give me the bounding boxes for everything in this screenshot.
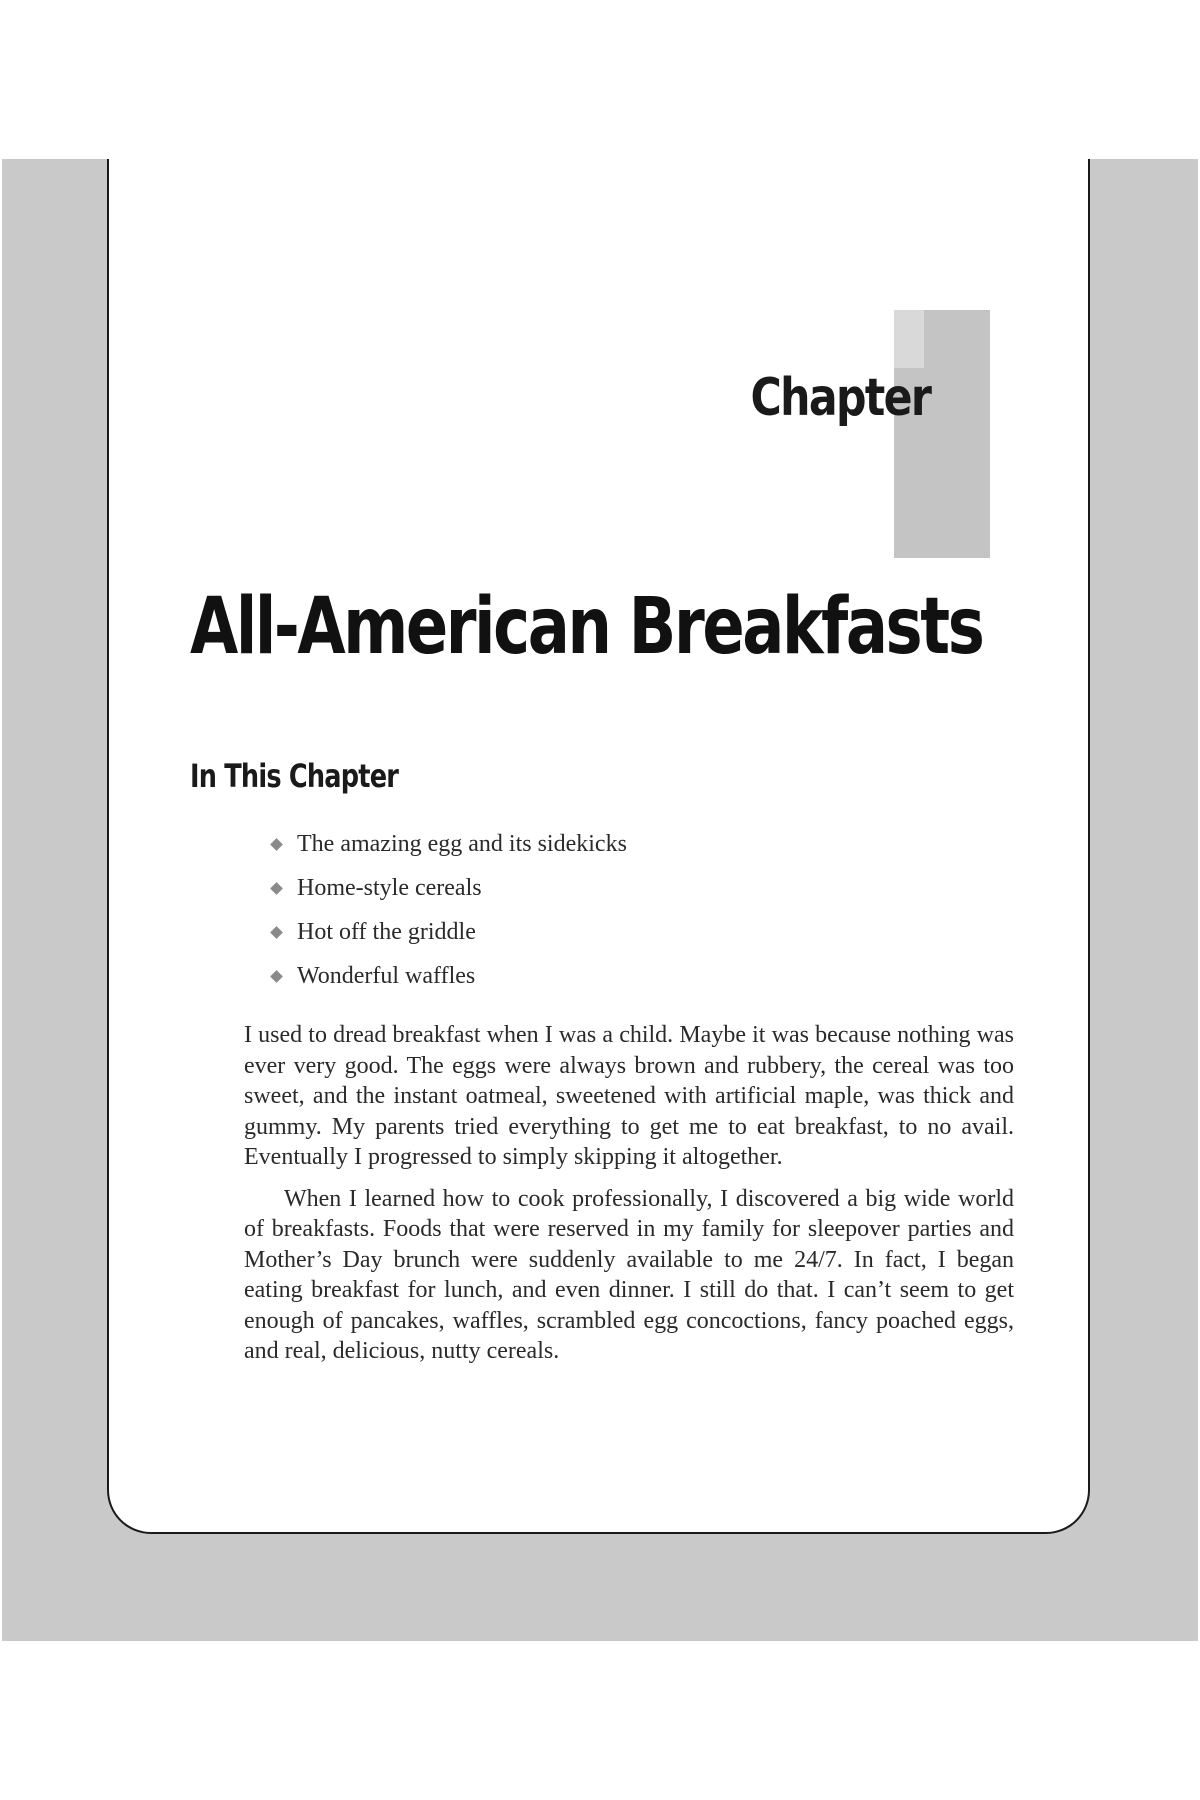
list-item-label: The amazing egg and its sidekicks (297, 830, 627, 857)
chapter-number-notch (894, 310, 924, 368)
body-paragraph: When I learned how to cook professionally, I discovered a big wide world of breakfasts. Foods that were reserved in my family for sleepover parties and Mother’s Day brunch were suddenly available to me 24/7. In fact, I began eating breakfast for lunch, and even dinner. I still do that. I can’t seem to get enough of pancakes, waffles, scrambled egg concoctions, fancy poached eggs, and real, delicious, nutty cereals. (244, 1185, 1014, 1364)
chapter-label: Chapter (750, 368, 930, 428)
list-item (268, 954, 627, 998)
list-item (268, 822, 627, 866)
list-item-label: Hot off the griddle (297, 918, 476, 945)
list-item-label: Home-style cereals (297, 874, 482, 901)
list-item (268, 910, 627, 954)
chapter-contents-list (268, 822, 627, 998)
body-text (244, 1020, 1014, 1378)
chapter-title: All-American Breakfasts (190, 582, 983, 672)
diamond-bullet-icon (270, 882, 283, 895)
list-item-label: Wonderful waffles (297, 962, 476, 989)
diamond-bullet-icon (270, 926, 283, 939)
section-heading: In This Chapter (190, 757, 399, 795)
body-paragraph: I used to dread breakfast when I was a child. Maybe it was because nothing was ever very good. The eggs were always brown and rubbery, the cereal was too sweet, and the instant oatmeal, sweetened with artificial maple, was thick and gummy. My parents tried everything to get me to eat breakfast, to no avail. Eventually I progressed to simply skipping it altogether. (244, 1022, 1014, 1170)
list-item (268, 866, 627, 910)
diamond-bullet-icon (270, 970, 283, 983)
diamond-bullet-icon (270, 838, 283, 851)
